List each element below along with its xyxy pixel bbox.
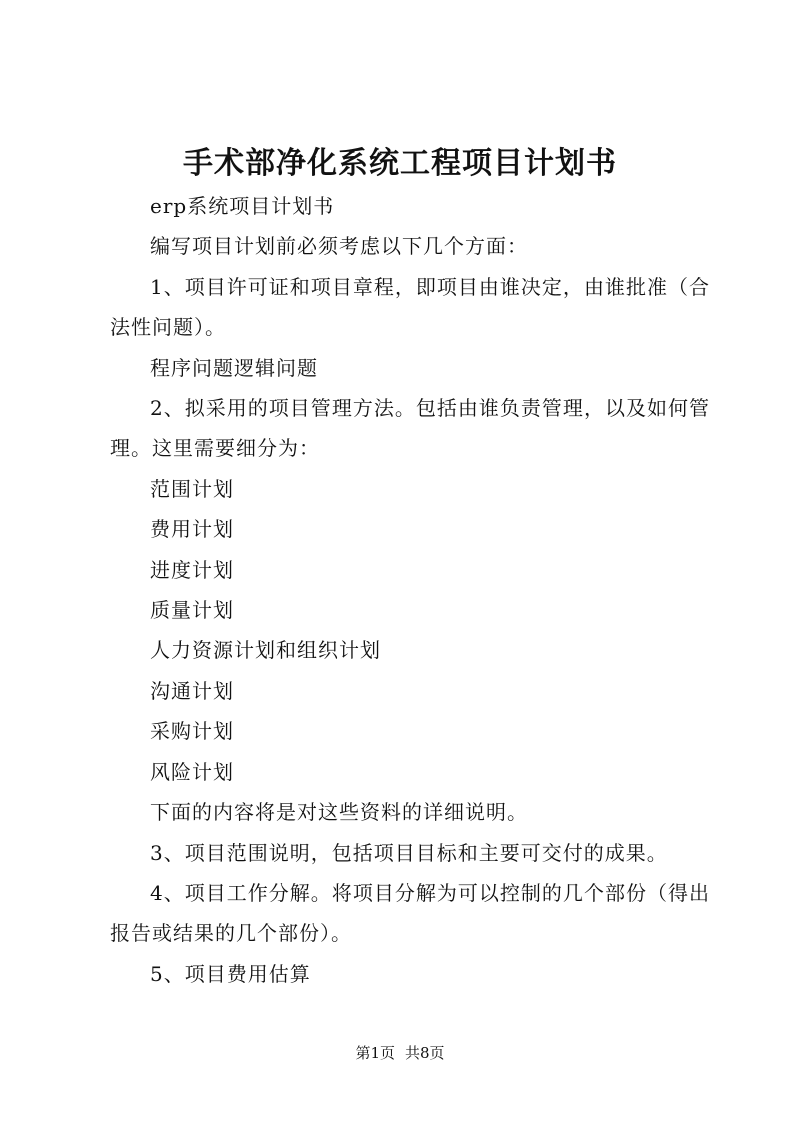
paragraph: 程序问题逻辑问题 (150, 355, 318, 380)
paragraph: 风险计划 (150, 759, 234, 784)
paragraph: 范围计划 (150, 476, 234, 501)
paragraph: 3、项目范围说明，包括项目目标和主要可交付的成果。 (150, 840, 668, 865)
paragraph: erp系统项目计划书 (150, 194, 335, 218)
paragraph: 1、项目许可证和项目章程，即项目由谁决定，由谁批准（合法性问题）。 (110, 274, 710, 340)
paragraph: 下面的内容将是对这些资料的详细说明。 (150, 800, 528, 825)
document-title: 手术部净化系统工程项目计划书 (183, 146, 617, 181)
paragraph: 5、项目费用估算 (150, 961, 311, 986)
document-body (110, 186, 710, 994)
paragraph: 进度计划 (150, 557, 234, 582)
paragraph: 沟通计划 (150, 678, 234, 703)
page-total: 共8页 (405, 1044, 445, 1062)
paragraph: 2、拟采用的项目管理方法。包括由谁负责管理，以及如何管理。这里需要细分为： (110, 396, 710, 461)
paragraph: 质量计划 (150, 598, 234, 623)
page-footer (0, 1043, 800, 1063)
paragraph: 采购计划 (150, 719, 234, 744)
page-number: 第1页 (355, 1044, 395, 1062)
paragraph: 人力资源计划和组织计划 (150, 638, 381, 663)
paragraph: 编写项目计划前必须考虑以下几个方面： (150, 234, 528, 259)
paragraph: 4、项目工作分解。将项目分解为可以控制的几个部份（得出报告或结果的几个部份）。 (110, 880, 710, 946)
paragraph: 费用计划 (150, 517, 234, 542)
